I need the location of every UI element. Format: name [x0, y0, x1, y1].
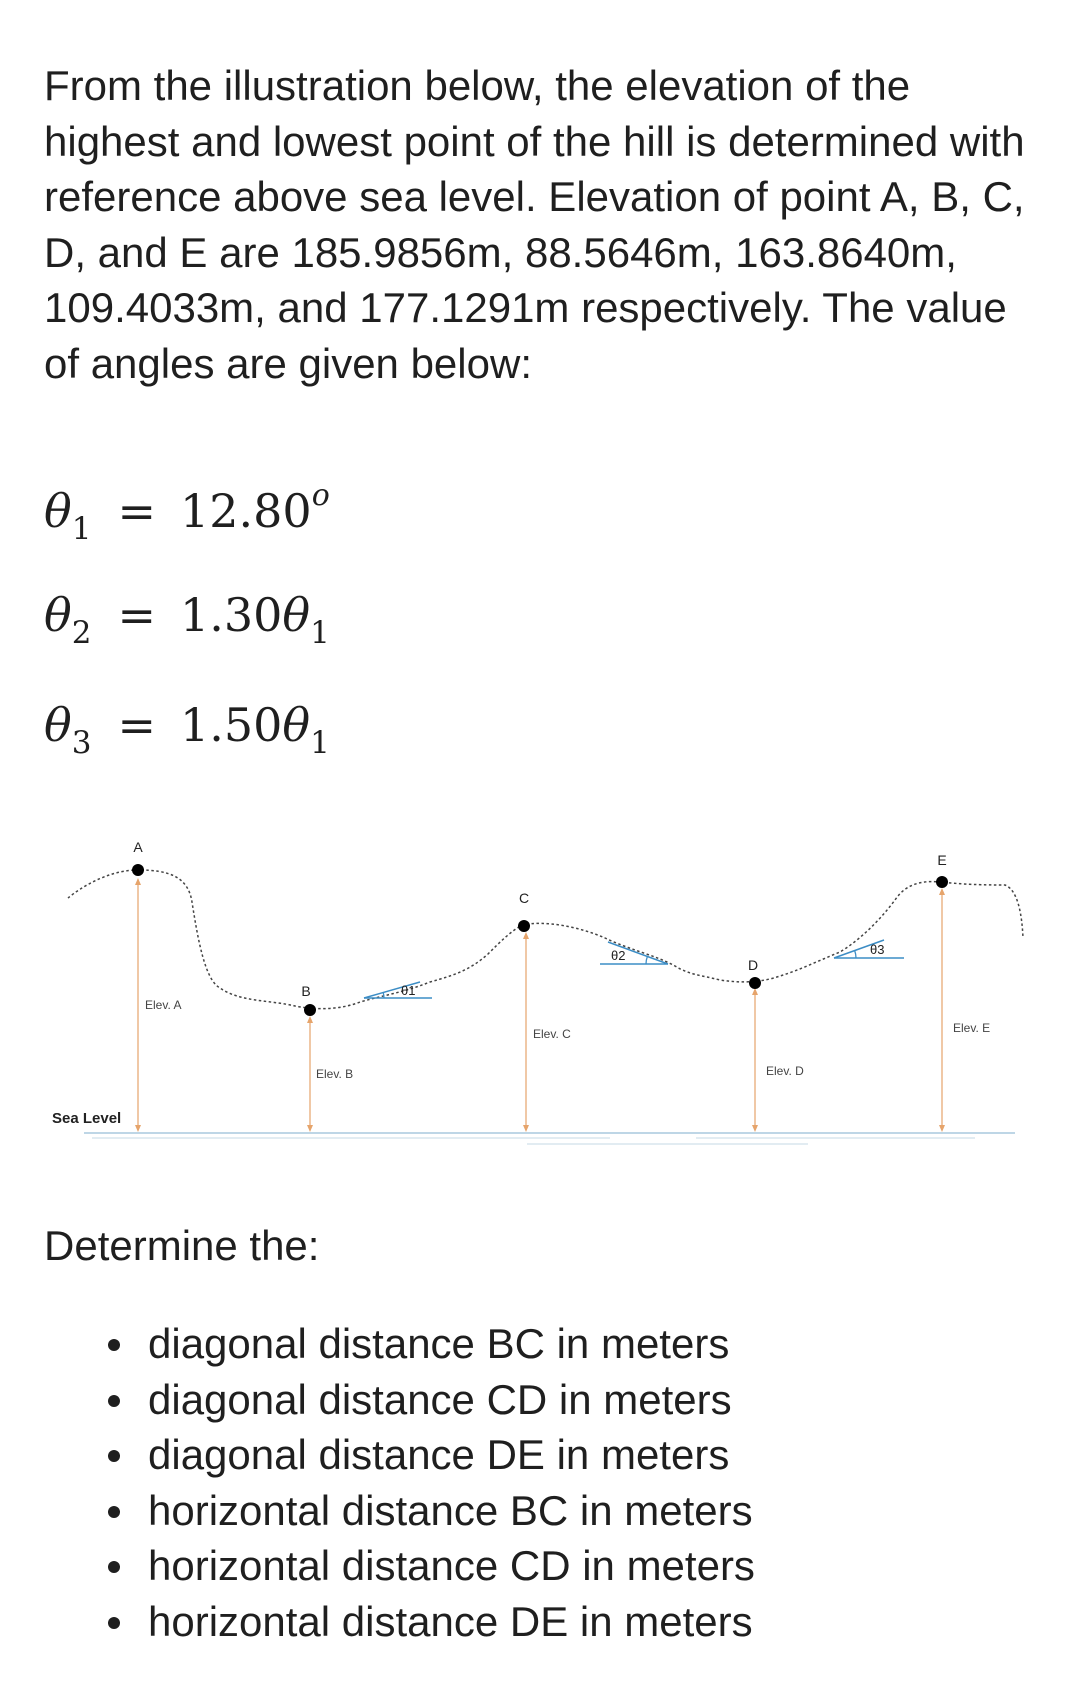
terrain-profile — [68, 870, 1023, 1009]
point-label-d: D — [747, 957, 759, 973]
elev-label-d: Elev. D — [766, 1064, 804, 1078]
arrowhead-c-bottom — [523, 1125, 529, 1132]
task-heading: Determine the: — [44, 1222, 320, 1269]
angle-marker-theta3 — [834, 940, 904, 958]
point-b — [304, 1004, 316, 1016]
elev-label-a: Elev. A — [145, 998, 182, 1012]
arrowhead-e-bottom — [939, 1125, 945, 1132]
bullet-icon — [108, 1339, 120, 1351]
point-e — [936, 876, 948, 888]
arrowhead-b-bottom — [307, 1125, 313, 1132]
eq1-symbol: θ — [44, 484, 72, 538]
elev-label-e: Elev. E — [953, 1021, 991, 1035]
point-a — [132, 864, 144, 876]
arrowhead-a-top — [135, 878, 141, 885]
eq1-degree: o — [311, 478, 330, 513]
eq3-equals: = — [117, 698, 156, 752]
bullet-icon — [108, 1561, 120, 1573]
point-label-a: A — [133, 839, 143, 855]
eq2-value: 1.30 — [179, 588, 283, 642]
point-label-e: E — [937, 852, 947, 868]
angle-marker-theta2 — [600, 942, 668, 964]
eq3-value: 1.50 — [179, 698, 283, 752]
hill-elevation-diagram — [0, 830, 1080, 1160]
arrowhead-a-bottom — [135, 1125, 141, 1132]
eq3-sub: 3 — [71, 725, 92, 761]
eq1-sub: 1 — [71, 511, 92, 547]
list-item-text: diagonal distance CD in meters — [148, 1375, 732, 1423]
arrowhead-d-top — [752, 988, 758, 995]
eq2-value-sub: 1 — [310, 615, 330, 651]
problem-statement — [44, 58, 1044, 391]
list-item-text: horizontal distance CD in meters — [148, 1542, 755, 1589]
list-item-text: diagonal distance DE in meters — [148, 1431, 730, 1478]
equation-theta3 — [44, 698, 330, 761]
arrowhead-e-top — [939, 888, 945, 895]
equation-theta2 — [44, 588, 330, 651]
list-item — [108, 1538, 755, 1594]
bullet-icon — [108, 1450, 120, 1462]
list-item — [108, 1594, 755, 1650]
sea-level-label: Sea Level — [52, 1110, 122, 1127]
eq3-symbol: θ — [44, 698, 72, 752]
bullet-icon — [108, 1395, 120, 1407]
eq2-symbol: θ — [44, 588, 72, 642]
elev-label-c: Elev. C — [533, 1027, 571, 1041]
eq2-equals: = — [117, 588, 156, 642]
equation-theta1 — [44, 478, 330, 547]
bullet-icon — [108, 1506, 120, 1518]
list-item-text: horizontal distance DE in meters — [148, 1597, 753, 1645]
intro-paragraph: From the illustration below, the elevation of the highest and lowest point of the hill is determined with reference above sea level. Elevation of point A, B, C, D, and E are 185.9856m, 88.5646m, 163.8640m, 109.4033m, and 177.1291m respectively. The value of angles are given below: — [44, 62, 1025, 387]
eq2-sub: 2 — [71, 615, 92, 651]
eq1-value: 12.80 — [179, 484, 312, 538]
angle-label-theta2: θ2 — [611, 948, 626, 963]
arrowhead-c-top — [523, 932, 529, 939]
list-item — [108, 1483, 755, 1539]
task-list — [108, 1316, 755, 1649]
angle-label-theta1: θ1 — [401, 983, 416, 998]
eq2-value-symbol: θ — [282, 588, 311, 642]
point-d — [749, 977, 761, 989]
list-item — [108, 1427, 755, 1483]
elev-label-b: Elev. B — [316, 1067, 354, 1081]
list-item — [108, 1372, 755, 1428]
eq3-value-sub: 1 — [310, 725, 330, 761]
list-item — [108, 1316, 755, 1372]
point-label-b: B — [301, 983, 311, 999]
bullet-icon — [108, 1617, 120, 1629]
eq3-value-symbol: θ — [282, 698, 311, 752]
eq1-equals: = — [117, 484, 156, 538]
list-item-text: diagonal distance BC in meters — [148, 1320, 730, 1367]
list-item-text: horizontal distance BC in meters — [148, 1486, 753, 1534]
point-label-c: C — [518, 890, 530, 906]
point-c — [518, 920, 530, 932]
angle-label-theta3: θ3 — [870, 942, 885, 957]
arrowhead-b-top — [307, 1016, 313, 1023]
arrowhead-d-bottom — [752, 1125, 758, 1132]
